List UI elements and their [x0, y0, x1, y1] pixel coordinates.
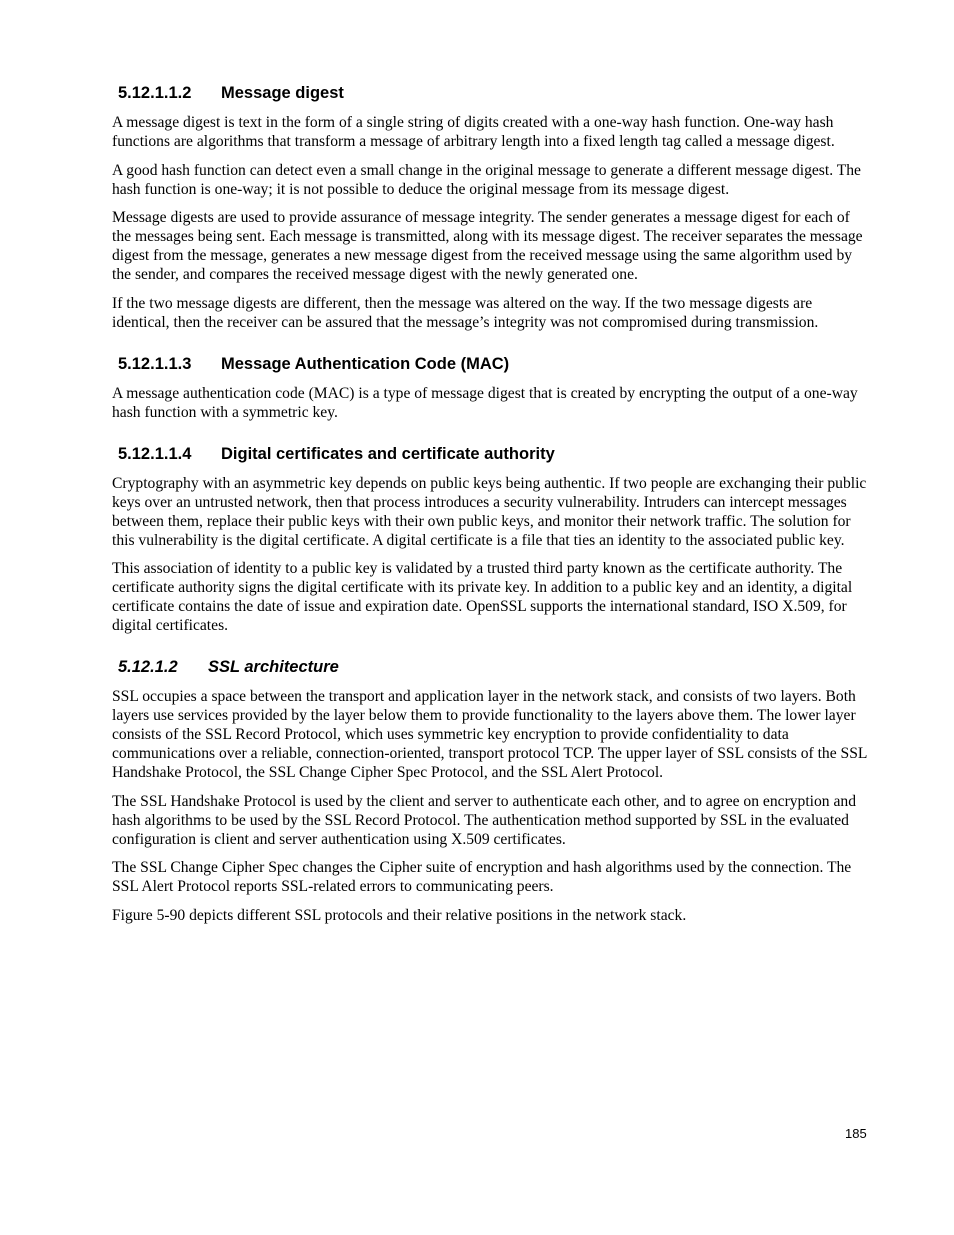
paragraph: A message digest is text in the form of a single string of digits created with a one-way hash function. One-way hash functions are algorithms that transform a message of arbitrary length into a fixed length tag called a message digest. — [112, 114, 835, 150]
paragraph: Cryptography with an asymmetric key depends on public keys being authentic. If two people are exchanging their public keys over an untrusted network, then that process introduces a security vulnerability. Intruders can intercept messages between them, replace their public keys with their own public keys, and monitor their network traffic. The solution for this vulnerability is the digital certificate. A digital certificate is a file that ties an identity to the associated public key. — [112, 474, 867, 549]
section-number: 5.12.1.1.4 — [118, 444, 192, 463]
paragraph: If the two message digests are different, then the message was altered on the way. If the two message digests are identical, then the receiver can be assured that the message’s integrity was not compromised during transmission. — [112, 294, 819, 331]
paragraph: The SSL Change Cipher Spec changes the Cipher suite of encryption and hash algorithms used by the connection. The SSL Alert Protocol reports SSL-related errors to communicating peers. — [112, 859, 852, 895]
section-mac — [112, 355, 872, 422]
paragraph: A good hash function can detect even a small change in the original message to generate a different message digest. The hash function is one-way; it is not possible to deduce the original message from its message digest. — [112, 161, 861, 198]
paragraph: Figure 5-90 depicts different SSL protocols and their relative positions in the network stack. — [112, 906, 687, 924]
section-number: 5.12.1.1.2 — [118, 84, 192, 102]
section-title: Message digest — [221, 84, 344, 102]
section-heading — [118, 355, 872, 374]
document-page — [112, 84, 872, 948]
section-number: 5.12.1.2 — [118, 658, 178, 676]
section-heading — [118, 445, 872, 464]
paragraph: This association of identity to a public key is validated by a trusted third party known as the certificate authority. The certificate authority signs the digital certificate with its private key. In addition to a public key and an identity, a digital certificate contains the date of issue and expiration date. OpenSSL supports the international standard, ISO X.509, for digital certificates. — [112, 560, 853, 634]
section-title: Digital certificates and certificate authority — [221, 444, 555, 463]
paragraph: SSL occupies a space between the transport and application layer in the network stack, and consists of two layers. Both layers use services provided by the layer below them to provide functionality to the layers above them. The lower layer consists of the SSL Record Protocol, which uses symmetric key encryption to provide confidentiality to data communications over a reliable, connection-oriented, transport protocol TCP. The upper layer of SSL consists of the SSL Handshake Protocol, the SSL Change Cipher Spec Protocol, and the SSL Alert Protocol. — [112, 688, 867, 781]
section-ssl-architecture — [112, 658, 872, 925]
paragraph: A message authentication code (MAC) is a type of message digest that is created by encrypting the output of a one-way hash function with a symmetric key. — [112, 384, 858, 421]
section-heading — [118, 658, 872, 677]
paragraph: Message digests are used to provide assurance of message integrity. The sender generates a message digest for each of the messages being sent. Each message is transmitted, along with its message digest. The receiver separates the message digest from the message, generates a new message digest from the received message using the same algorithm used by the sender, and compares the received message digest with the newly generated one. — [112, 209, 863, 283]
section-title: SSL architecture — [208, 658, 339, 676]
section-digital-certificates — [112, 445, 872, 636]
page-number: 185 — [845, 1126, 867, 1141]
section-heading — [118, 84, 872, 103]
section-message-digest — [112, 84, 872, 332]
section-title: Message Authentication Code (MAC) — [221, 354, 510, 373]
paragraph: The SSL Handshake Protocol is used by the client and server to authenticate each other, and to agree on encryption and hash algorithms to be used by the SSL Record Protocol. The authentication method supported by SSL in the evaluated configuration is client and server authentication using X.509 certificates. — [112, 792, 857, 848]
section-number: 5.12.1.1.3 — [118, 354, 192, 373]
